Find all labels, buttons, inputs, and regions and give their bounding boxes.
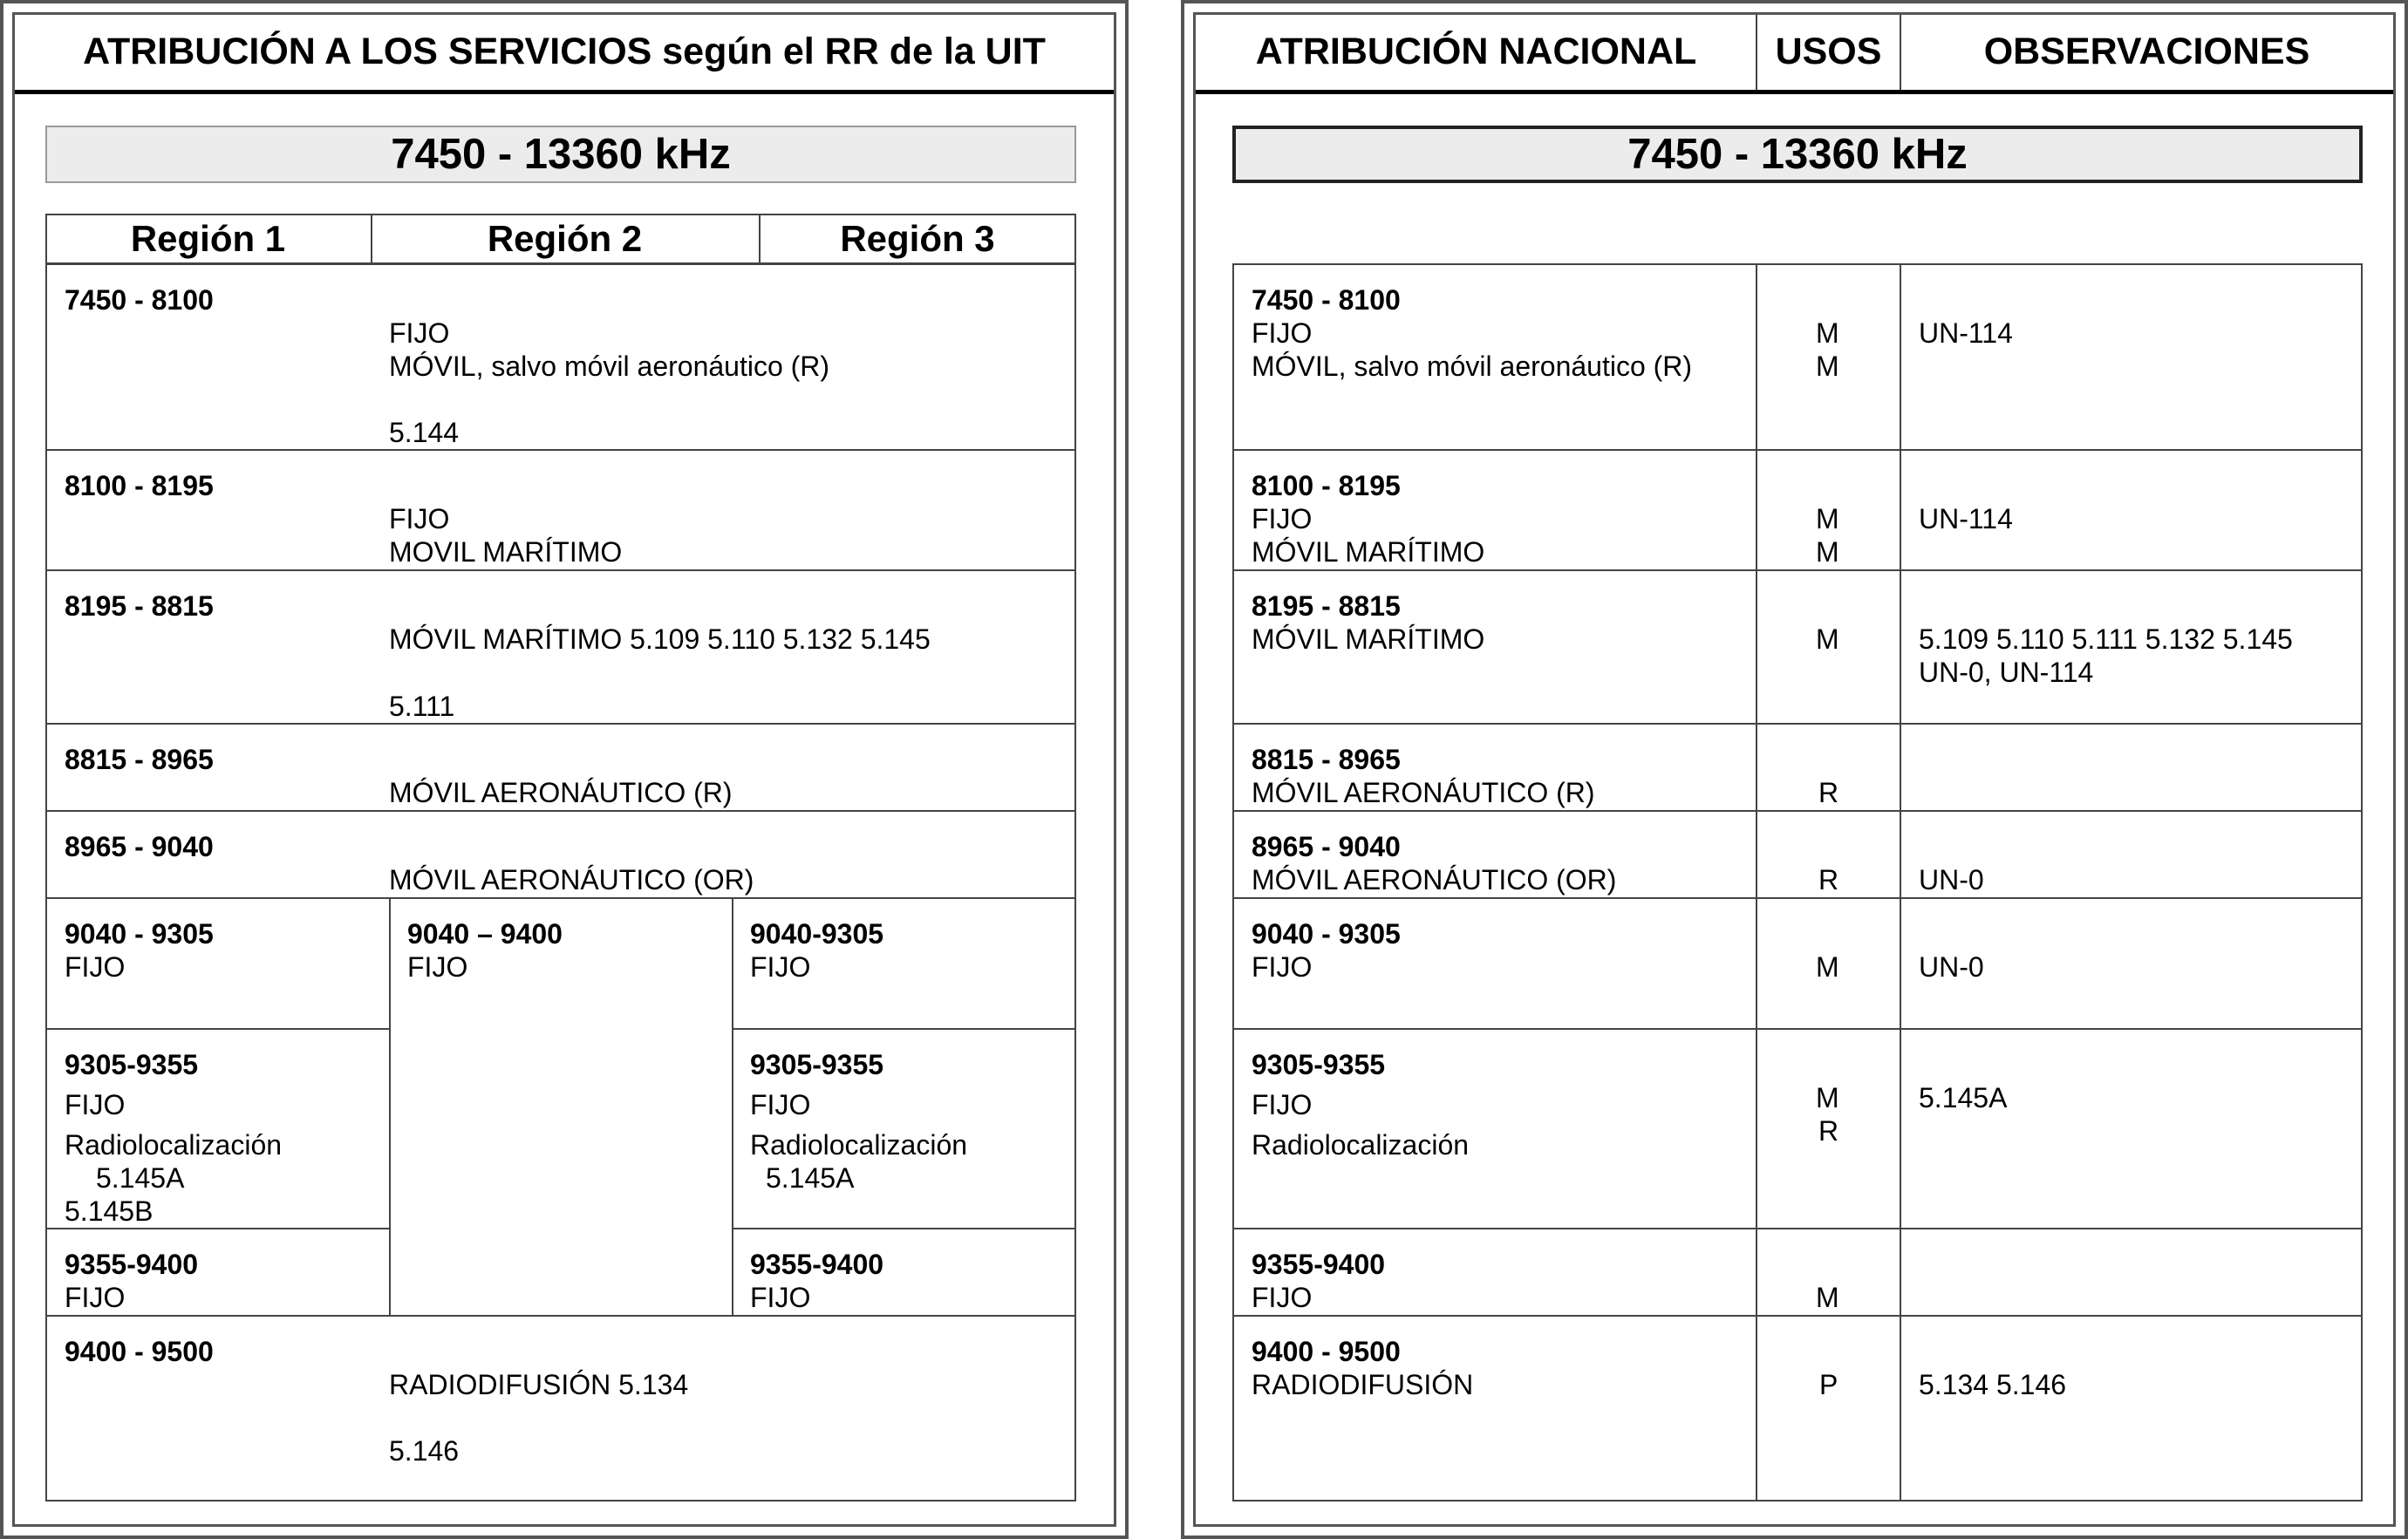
row-divider xyxy=(1232,569,2363,571)
national-header: ATRIBUCIÓN NACIONAL xyxy=(1255,31,1697,72)
usos-value: M xyxy=(1816,317,1839,349)
row-divider xyxy=(732,1028,1076,1030)
row-divider xyxy=(45,1028,390,1030)
service-line: FIJO xyxy=(1252,317,1313,349)
row-divider xyxy=(45,1315,1076,1317)
service-line: FIJO xyxy=(1252,503,1313,535)
usos-value: M xyxy=(1816,623,1839,655)
usos-header: USOS xyxy=(1775,31,1882,72)
national-range-7450-8100: 7450 - 8100 xyxy=(1252,284,1401,316)
observation: UN-0 xyxy=(1919,951,1984,983)
national-range-9040-9305: 9040 - 9305 xyxy=(1252,918,1401,950)
service-line: MÓVIL, salvo móvil aeronáutico (R) xyxy=(389,351,830,382)
service-line: FIJO xyxy=(750,1282,811,1313)
region-2-header: Región 2 xyxy=(487,218,643,259)
national-range-8100-8195: 8100 - 8195 xyxy=(1252,470,1401,501)
footnote: 5.144 xyxy=(389,417,460,448)
observation: 5.134 5.146 xyxy=(1919,1369,2067,1400)
row-divider xyxy=(45,810,1076,812)
region-3-header: Región 3 xyxy=(840,218,995,259)
r3-range-9040-9305: 9040-9305 xyxy=(750,918,884,950)
r2-range-9040-9400: 9040 – 9400 xyxy=(407,918,563,950)
service-line: MÓVIL AERONÁUTICO (OR) xyxy=(389,864,754,895)
row-divider xyxy=(1232,1228,2363,1229)
usos-value: M xyxy=(1816,503,1839,535)
usos-value: P xyxy=(1819,1369,1838,1400)
service-line: FIJO xyxy=(1252,1089,1313,1120)
r1-range-9355-9400: 9355-9400 xyxy=(65,1249,199,1280)
service-line: MÓVIL AERONÁUTICO (R) xyxy=(389,777,733,808)
service-line: Radiolocalización xyxy=(65,1129,283,1161)
header-column-divider xyxy=(1756,15,1757,92)
row-divider xyxy=(1232,449,2363,451)
service-line: FIJO xyxy=(65,1089,126,1120)
service-line: FIJO xyxy=(389,317,450,349)
itu-allocation-header: ATRIBUCIÓN A LOS SERVICIOS según el RR de la UIT xyxy=(83,31,1046,72)
service-line: MÓVIL MARÍTIMO 5.109 5.110 5.132 5.145 xyxy=(389,623,931,655)
row-divider xyxy=(1232,723,2363,725)
range-8195-8815: 8195 - 8815 xyxy=(65,590,214,622)
national-range-9355-9400: 9355-9400 xyxy=(1252,1249,1386,1280)
observation: 5.145A xyxy=(1919,1082,2008,1113)
range-8100-8195: 8100 - 8195 xyxy=(65,470,214,501)
row-divider xyxy=(45,449,1076,451)
observaciones-header: OBSERVACIONES xyxy=(1983,31,2310,72)
observation: UN-114 xyxy=(1919,503,2013,535)
observation: UN-114 xyxy=(1919,317,2013,349)
row-divider xyxy=(1232,810,2363,812)
region-column-divider xyxy=(732,897,733,1316)
service-line: FIJO xyxy=(1252,951,1313,983)
range-8815-8965: 8815 - 8965 xyxy=(65,744,214,775)
row-divider xyxy=(45,897,1076,899)
footnote: 5.145B xyxy=(65,1195,153,1227)
row-divider xyxy=(45,723,1076,725)
service-line: MÓVIL MARÍTIMO xyxy=(1252,536,1485,568)
service-line: RADIODIFUSIÓN xyxy=(1252,1369,1474,1400)
service-line: FIJO xyxy=(65,1282,126,1313)
service-line: RADIODIFUSIÓN 5.134 xyxy=(389,1369,689,1400)
header-column-divider xyxy=(1900,15,1901,92)
r1-range-9040-9305: 9040 - 9305 xyxy=(65,918,214,950)
range-8965-9040: 8965 - 9040 xyxy=(65,831,214,862)
observation: UN-0, UN-114 xyxy=(1919,657,2094,688)
footnote: 5.146 xyxy=(389,1435,460,1467)
r1-range-9305-9355: 9305-9355 xyxy=(65,1049,199,1080)
usos-value: M xyxy=(1816,1282,1839,1313)
service-line: FIJO xyxy=(1252,1282,1313,1313)
national-range-8815-8965: 8815 - 8965 xyxy=(1252,744,1401,775)
service-line: FIJO xyxy=(389,503,450,535)
footnote: 5.111 xyxy=(389,691,455,722)
national-range-9305-9355: 9305-9355 xyxy=(1252,1049,1386,1080)
service-line: FIJO xyxy=(65,951,126,983)
band-title: 7450 - 13360 kHz xyxy=(45,126,1076,183)
usos-value: R xyxy=(1818,1115,1839,1147)
row-divider xyxy=(732,1228,1076,1229)
header-divider xyxy=(15,90,1114,94)
row-divider xyxy=(45,1228,390,1229)
usos-value: R xyxy=(1818,864,1839,895)
national-range-9400-9500: 9400 - 9500 xyxy=(1252,1336,1401,1367)
service-line: MÓVIL, salvo móvil aeronáutico (R) xyxy=(1252,351,1693,382)
service-line: Radiolocalización xyxy=(1252,1129,1470,1161)
usos-value: M xyxy=(1816,351,1839,382)
service-line: MÓVIL AERONÁUTICO (R) xyxy=(1252,777,1595,808)
service-line: FIJO xyxy=(750,951,811,983)
footnote: 5.145A xyxy=(96,1162,185,1194)
usos-value: R xyxy=(1818,777,1839,808)
row-divider xyxy=(1232,897,2363,899)
service-line: MÓVIL MARÍTIMO xyxy=(1252,623,1485,655)
region-1-header: Región 1 xyxy=(130,218,286,259)
service-line: MOVIL MARÍTIMO xyxy=(389,536,623,568)
service-line: Radiolocalización xyxy=(750,1129,968,1161)
r3-range-9305-9355: 9305-9355 xyxy=(750,1049,884,1080)
usos-value: M xyxy=(1816,1082,1839,1113)
footnote: 5.145A xyxy=(766,1162,855,1194)
observation: UN-0 xyxy=(1919,864,1984,895)
service-line: FIJO xyxy=(407,951,468,983)
service-line: FIJO xyxy=(750,1089,811,1120)
header-divider xyxy=(1196,90,2393,94)
national-range-8195-8815: 8195 - 8815 xyxy=(1252,590,1401,622)
region-column-divider xyxy=(389,897,391,1316)
national-range-8965-9040: 8965 - 9040 xyxy=(1252,831,1401,862)
row-divider xyxy=(1232,1315,2363,1317)
row-divider xyxy=(1232,1028,2363,1030)
national-band-title: 7450 - 13360 kHz xyxy=(1232,126,2363,183)
usos-value: M xyxy=(1816,951,1839,983)
r3-range-9355-9400: 9355-9400 xyxy=(750,1249,884,1280)
usos-value: M xyxy=(1816,536,1839,568)
range-9400-9500: 9400 - 9500 xyxy=(65,1336,214,1367)
observation: 5.109 5.110 5.111 5.132 5.145 xyxy=(1919,623,2293,655)
range-7450-8100: 7450 - 8100 xyxy=(65,284,214,316)
service-line: MÓVIL AERONÁUTICO (OR) xyxy=(1252,864,1617,895)
row-divider xyxy=(45,569,1076,571)
